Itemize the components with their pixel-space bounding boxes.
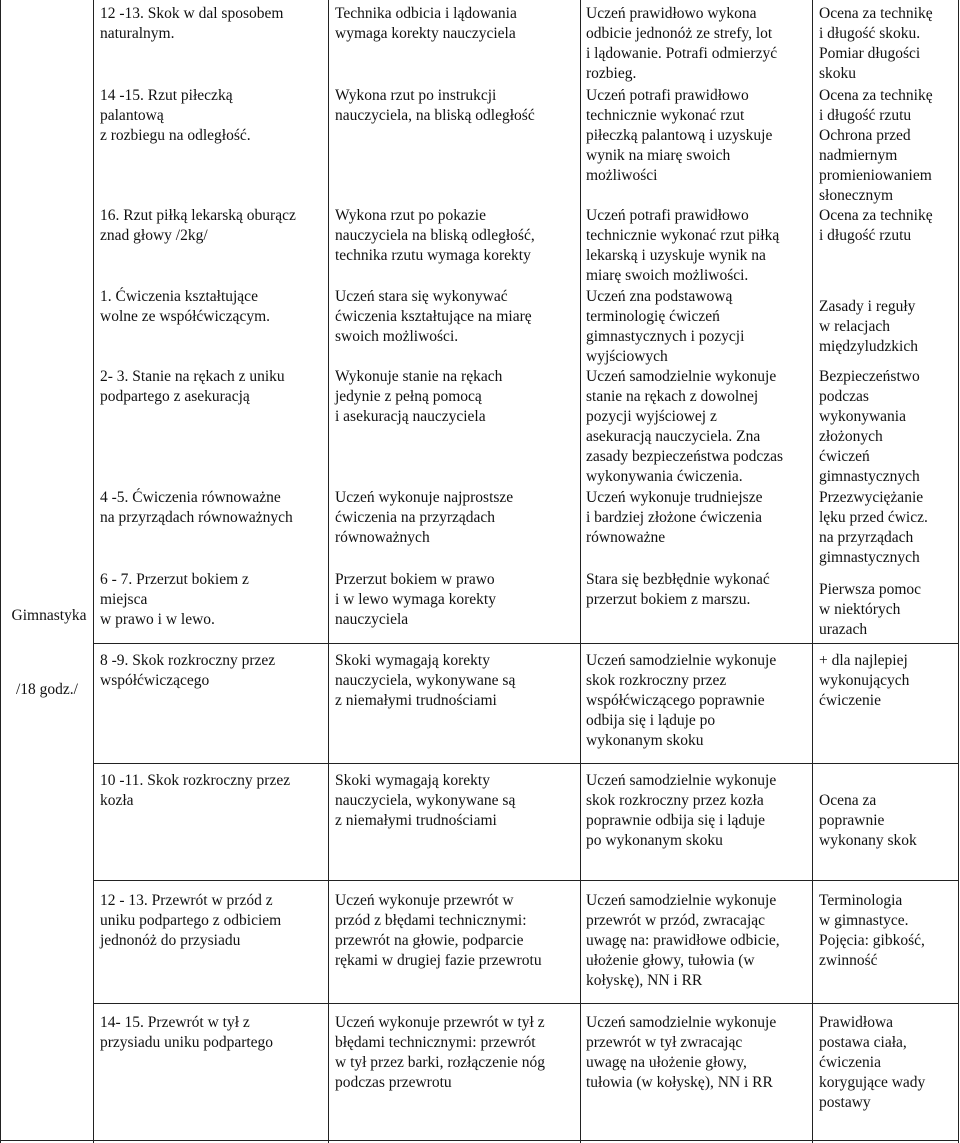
notes-cell: Terminologia w gimnastyce. Pojęcia: gibkość, zwinność (819, 892, 925, 969)
notes-cell: Ocena za technikę i długość rzutu (819, 207, 933, 244)
requirement-low-cell: Uczeń wykonuje przewrót w tył z błędami technicznymi: przewrót w tył przez barki, rozłączenie nóg podczas przewrotu (335, 1014, 546, 1091)
requirement-high-cell: Uczeń potrafi prawidłowo technicznie wykonać rzut piłką lekarską i uzyskuje wynik na miarę swoich możliwości. (586, 207, 780, 284)
grid-line (93, 0, 94, 1143)
requirement-low-cell: Wykona rzut po pokazie nauczyciela na bliską odległość, technika rzutu wymaga korekty (335, 207, 535, 264)
row-separator (93, 880, 959, 881)
topic-cell: 2- 3. Stanie na rękach z uniku podpartego z asekuracją (100, 368, 285, 405)
grid-line (812, 0, 813, 1143)
category-name: Gimnastyka (11, 607, 87, 624)
topic-cell: 16. Rzut piłką lekarską oburącz znad głowy /2kg/ (100, 207, 296, 244)
grid-line (0, 0, 1, 1143)
topic-cell: 4 -5. Ćwiczenia równoważne na przyrządach równoważnych (100, 489, 293, 526)
requirement-low-cell: Wykonuje stanie na rękach jedynie z pełną pomocą i asekuracją nauczyciela (335, 368, 503, 425)
requirement-high-cell: Uczeń samodzielnie wykonuje przewrót w tył zwracając uwagę na ułożenie głowy, tułowia (w kołyskę), NN i RR (586, 1014, 777, 1091)
requirement-low-cell: Skoki wymagają korekty nauczyciela, wykonywane są z niemałymi trudnościami (335, 772, 516, 829)
notes-cell: Przezwyciężanie lęku przed ćwicz. na przyrządach gimnastycznych (819, 489, 928, 566)
requirement-high-cell: Uczeń samodzielnie wykonuje stanie na rękach z dowolnej pozycji wyjściowej z asekuracją nauczyciela. Zna zasady bezpieczeństwa podczas wykonywania ćwiczenia. (586, 368, 784, 485)
notes-cell: Prawidłowa postawa ciała, ćwiczenia korygujące wady postawy (819, 1014, 926, 1111)
topic-cell: 10 -11. Skok rozkroczny przez kozła (100, 772, 291, 809)
requirement-low-cell: Uczeń wykonuje najprostsze ćwiczenia na przyrządach równoważnych (335, 489, 514, 546)
requirement-high-cell: Uczeń prawidłowo wykona odbicie jednonóż ze strefy, lot i lądowanie. Potrafi odmierzyć rozbieg. (586, 5, 778, 82)
requirement-low-cell: Uczeń stara się wykonywać ćwiczenia kształtujące na miarę swoich możliwości. (335, 288, 532, 345)
notes-cell: Ocena za technikę i długość skoku. Pomiar długości skoku (819, 5, 933, 82)
notes-cell: Pierwsza pomoc w niektórych urazach (819, 581, 922, 638)
requirement-low-cell: Przerzut bokiem w prawo i w lewo wymaga korekty nauczyciela (335, 571, 496, 628)
notes-cell: Zasady i reguły w relacjach międzyludzkich (819, 298, 918, 355)
grid-line (580, 0, 581, 1143)
requirement-high-cell: Uczeń wykonuje trudniejsze i bardziej złożone ćwiczenia równoważne (586, 489, 763, 546)
category-hours: /18 godz./ (16, 681, 78, 698)
requirement-high-cell: Uczeń zna podstawową terminologię ćwiczeń gimnastycznych i pozycji wyjściowych (586, 288, 745, 365)
topic-cell: 12 - 13. Przewrót w przód z uniku podpartego z odbiciem jednonóż do przysiadu (100, 892, 282, 949)
topic-cell: 14 -15. Rzut piłeczką palantową z rozbiegu na odległość. (100, 87, 251, 144)
topic-cell: 14- 15. Przewrót w tył z przysiadu uniku podpartego (100, 1014, 274, 1051)
grid-line (328, 0, 329, 1143)
notes-cell: Ocena za poprawnie wykonany skok (819, 792, 917, 849)
notes-cell: Ocena za technikę i długość rzutu Ochrona przed nadmiernym promieniowaniem słonecznym (819, 87, 933, 204)
row-separator (93, 1003, 959, 1004)
requirement-low-cell: Technika odbicia i lądowania wymaga korekty nauczyciela (335, 5, 517, 42)
requirement-low-cell: Wykona rzut po instrukcji nauczyciela, na bliską odległość (335, 87, 535, 124)
topic-cell: 12 -13. Skok w dal sposobem naturalnym. (100, 5, 284, 42)
requirement-high-cell: Uczeń samodzielnie wykonuje skok rozkroczny przez współćwiczącego poprawnie odbija się i ląduje po wykonanym skoku (586, 652, 777, 749)
row-separator (93, 763, 959, 764)
requirement-high-cell: Uczeń samodzielnie wykonuje skok rozkroczny przez kozła poprawnie odbija się i ląduje po wykonanym skoku (586, 772, 777, 849)
topic-cell: 1. Ćwiczenia kształtujące wolne ze współćwiczącym. (100, 288, 271, 325)
grid-line (958, 0, 959, 1143)
requirement-high-cell: Uczeń samodzielnie wykonuje przewrót w przód, zwracając uwagę na: prawidłowe odbicie, ułożenie głowy, tułowia (w kołyskę), NN i RR (586, 892, 780, 989)
row-separator (93, 643, 959, 644)
requirement-high-cell: Stara się bezbłędnie wykonać przerzut bokiem z marszu. (586, 571, 770, 608)
notes-cell: + dla najlepiej wykonujących ćwiczenie (819, 652, 910, 709)
topic-cell: 6 - 7. Przerzut bokiem z miejsca w prawo i w lewo. (100, 571, 249, 628)
topic-cell: 8 -9. Skok rozkroczny przez współćwiczącego (100, 652, 276, 689)
row-separator (0, 1140, 959, 1141)
requirement-high-cell: Uczeń potrafi prawidłowo technicznie wykonać rzut piłeczką palantową i uzyskuje wynik na miarę swoich możliwości (586, 87, 773, 184)
requirement-low-cell: Skoki wymagają korekty nauczyciela, wykonywane są z niemałymi trudnościami (335, 652, 516, 709)
requirement-low-cell: Uczeń wykonuje przewrót w przód z błędami technicznymi: przewrót na głowie, podparcie rękami w drugiej fazie przewrotu (335, 892, 542, 969)
notes-cell: Bezpieczeństwo podczas wykonywania złożonych ćwiczeń gimnastycznych (819, 368, 920, 485)
